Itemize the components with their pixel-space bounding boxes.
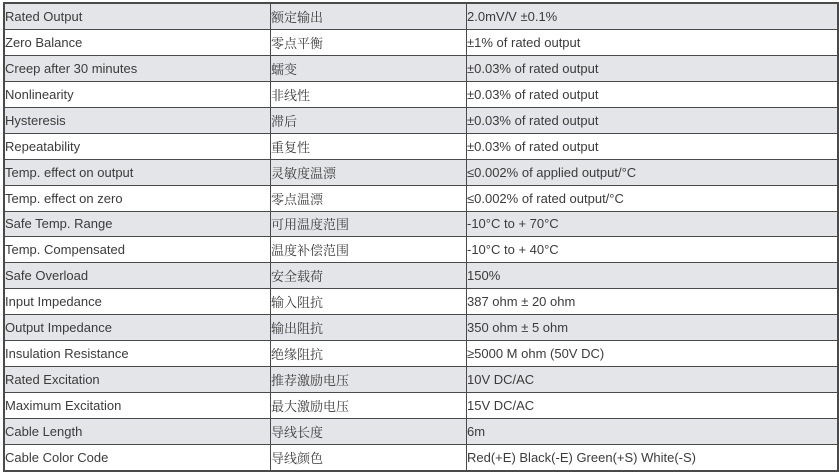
spec-name-en: Repeatability <box>4 133 271 159</box>
spec-name-en: Hysteresis <box>4 107 271 133</box>
spec-value: -10°C to + 70°C <box>467 211 839 237</box>
spec-name-en: Zero Balance <box>4 29 271 55</box>
spec-value: ±0.03% of rated output <box>467 81 839 107</box>
spec-value: 2.0mV/V ±0.1% <box>467 3 839 29</box>
spec-value: 15V DC/AC <box>467 393 839 419</box>
spec-name-en: Safe Overload <box>4 263 271 289</box>
spec-name-en: Insulation Resistance <box>4 341 271 367</box>
spec-name-en: Safe Temp. Range <box>4 211 271 237</box>
table-row <box>4 315 838 341</box>
spec-value: ±0.03% of rated output <box>467 133 839 159</box>
spec-name-en: Rated Output <box>4 3 271 29</box>
spec-value: 10V DC/AC <box>467 367 839 393</box>
spec-value: ±0.03% of rated output <box>467 107 839 133</box>
spec-value: ±1% of rated output <box>467 29 839 55</box>
spec-name-zh: 重复性 <box>271 133 467 159</box>
spec-name-zh: 输出阻抗 <box>271 315 467 341</box>
spec-value: 150% <box>467 263 839 289</box>
spec-name-zh: 温度补偿范围 <box>271 237 467 263</box>
spec-name-zh: 灵敏度温漂 <box>271 159 467 185</box>
spec-name-zh: 安全载荷 <box>271 263 467 289</box>
spec-name-en: Rated Excitation <box>4 367 271 393</box>
spec-name-en: Temp. Compensated <box>4 237 271 263</box>
spec-name-zh: 推荐激励电压 <box>271 367 467 393</box>
spec-name-zh: 导线长度 <box>271 419 467 445</box>
table-row <box>4 367 838 393</box>
table-row <box>4 81 838 107</box>
table-row <box>4 133 838 159</box>
specification-table <box>3 2 833 472</box>
spec-name-en: Nonlinearity <box>4 81 271 107</box>
table-row <box>4 444 838 471</box>
table-row <box>4 289 838 315</box>
spec-name-zh: 输入阻抗 <box>271 289 467 315</box>
table-row <box>4 237 838 263</box>
spec-table <box>3 2 839 472</box>
spec-name-en: Input Impedance <box>4 289 271 315</box>
spec-name-zh: 零点平衡 <box>271 29 467 55</box>
table-row <box>4 341 838 367</box>
spec-value: ≤0.002% of applied output/°C <box>467 159 839 185</box>
table-row <box>4 55 838 81</box>
table-row <box>4 185 838 211</box>
table-row <box>4 3 838 29</box>
spec-value: Red(+E) Black(-E) Green(+S) White(-S) <box>467 444 839 471</box>
spec-name-zh: 滞后 <box>271 107 467 133</box>
spec-name-en: Creep after 30 minutes <box>4 55 271 81</box>
spec-value: 6m <box>467 419 839 445</box>
spec-name-en: Temp. effect on zero <box>4 185 271 211</box>
spec-name-zh: 零点温漂 <box>271 185 467 211</box>
spec-name-en: Maximum Excitation <box>4 393 271 419</box>
spec-value: 350 ohm ± 5 ohm <box>467 315 839 341</box>
table-row <box>4 211 838 237</box>
table-row <box>4 393 838 419</box>
table-row <box>4 29 838 55</box>
table-row <box>4 107 838 133</box>
table-row <box>4 419 838 445</box>
spec-name-zh: 导线颜色 <box>271 444 467 471</box>
spec-name-zh: 非线性 <box>271 81 467 107</box>
spec-name-zh: 最大激励电压 <box>271 393 467 419</box>
spec-name-zh: 蠕变 <box>271 55 467 81</box>
spec-name-zh: 可用温度范围 <box>271 211 467 237</box>
spec-name-en: Cable Length <box>4 419 271 445</box>
spec-value: ≥5000 M ohm (50V DC) <box>467 341 839 367</box>
table-row <box>4 159 838 185</box>
spec-name-zh: 绝缘阻抗 <box>271 341 467 367</box>
spec-name-en: Cable Color Code <box>4 444 271 471</box>
spec-value: -10°C to + 40°C <box>467 237 839 263</box>
spec-name-en: Output Impedance <box>4 315 271 341</box>
spec-value: 387 ohm ± 20 ohm <box>467 289 839 315</box>
spec-name-zh: 额定输出 <box>271 3 467 29</box>
table-row <box>4 263 838 289</box>
spec-value: ≤0.002% of rated output/°C <box>467 185 839 211</box>
spec-value: ±0.03% of rated output <box>467 55 839 81</box>
spec-name-en: Temp. effect on output <box>4 159 271 185</box>
